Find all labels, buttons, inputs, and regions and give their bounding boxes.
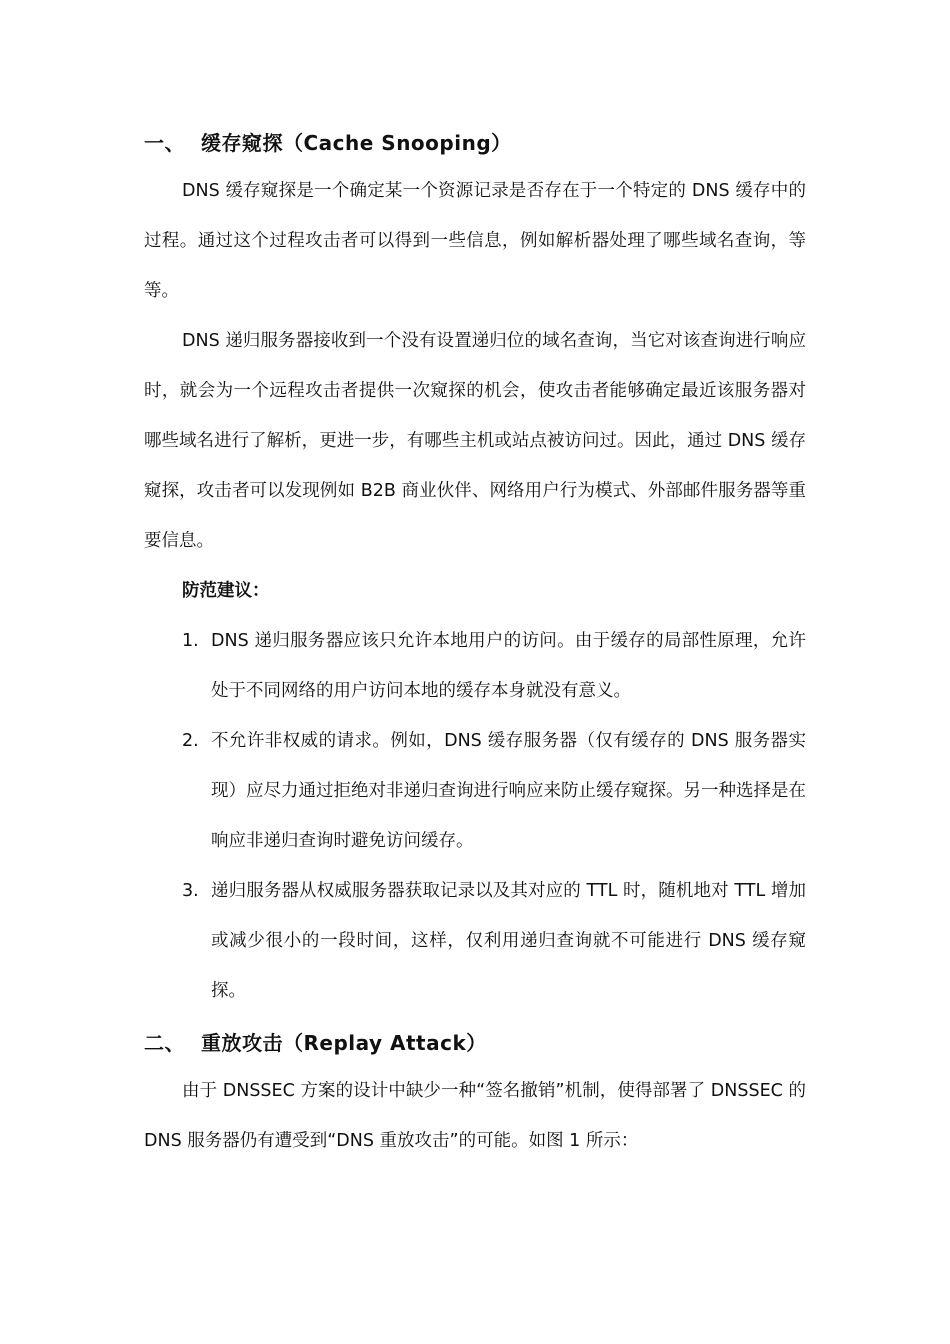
section-title: 重放攻击（Replay Attack） <box>201 1030 487 1055</box>
list-item-text: 递归服务器从权威服务器获取记录以及其对应的 TTL 时，随机地对 TTL 增加或减少很小的一段时间，这样，仅利用递归查询就不可能进行 DNS 缓存窥探。 <box>211 881 806 1001</box>
paragraph: 由于 DNSSEC 方案的设计中缺少一种“签名撤销”机制，使得部署了 DNSSEC 的 DNS 服务器仍有遭受到“DNS 重放攻击”的可能。如图 1 所示： <box>144 1081 806 1151</box>
list-item <box>144 716 806 866</box>
section-number: 二、 <box>144 1030 185 1055</box>
section-heading-replay-attack <box>144 1016 806 1066</box>
section-title: 缓存窥探（Cache Snooping） <box>201 130 512 155</box>
list-item <box>144 866 806 1016</box>
paragraph: DNS 递归服务器接收到一个没有设置递归位的域名查询，当它对该查询进行响应时，就会为一个远程攻击者提供一次窥探的机会，使攻击者能够确定最近该服务器对哪些域名进行了解析，更进一步，有哪些主机或站点被访问过。因此，通过 DNS 缓存窥探，攻击者可以发现例如 B2B 商业伙伴、网络用户行为模式、外部邮件服务器等重要信息。 <box>144 331 806 551</box>
document-body <box>144 116 806 1166</box>
section-number: 一、 <box>144 130 185 155</box>
section-heading-cache-snooping <box>144 116 806 166</box>
list-item-text: 不允许非权威的请求。例如，DNS 缓存服务器（仅有缓存的 DNS 服务器实现）应尽力通过拒绝对非递归查询进行响应来防止缓存窥探。另一种选择是在响应非递归查询时避免访问缓存。 <box>211 731 806 851</box>
paragraph: DNS 缓存窥探是一个确定某一个资源记录是否存在于一个特定的 DNS 缓存中的过程。通过这个过程攻击者可以得到一些信息，例如解析器处理了哪些域名查询，等等。 <box>144 181 806 301</box>
advice-title: 防范建议： <box>182 581 270 601</box>
advice-list <box>144 616 806 1016</box>
list-marker: 3. <box>182 881 199 901</box>
list-item-text: DNS 递归服务器应该只允许本地用户的访问。由于缓存的局部性原理，允许处于不同网络的用户访问本地的缓存本身就没有意义。 <box>211 631 806 701</box>
list-item <box>144 616 806 716</box>
list-marker: 2. <box>182 731 199 751</box>
list-marker: 1. <box>182 631 199 651</box>
